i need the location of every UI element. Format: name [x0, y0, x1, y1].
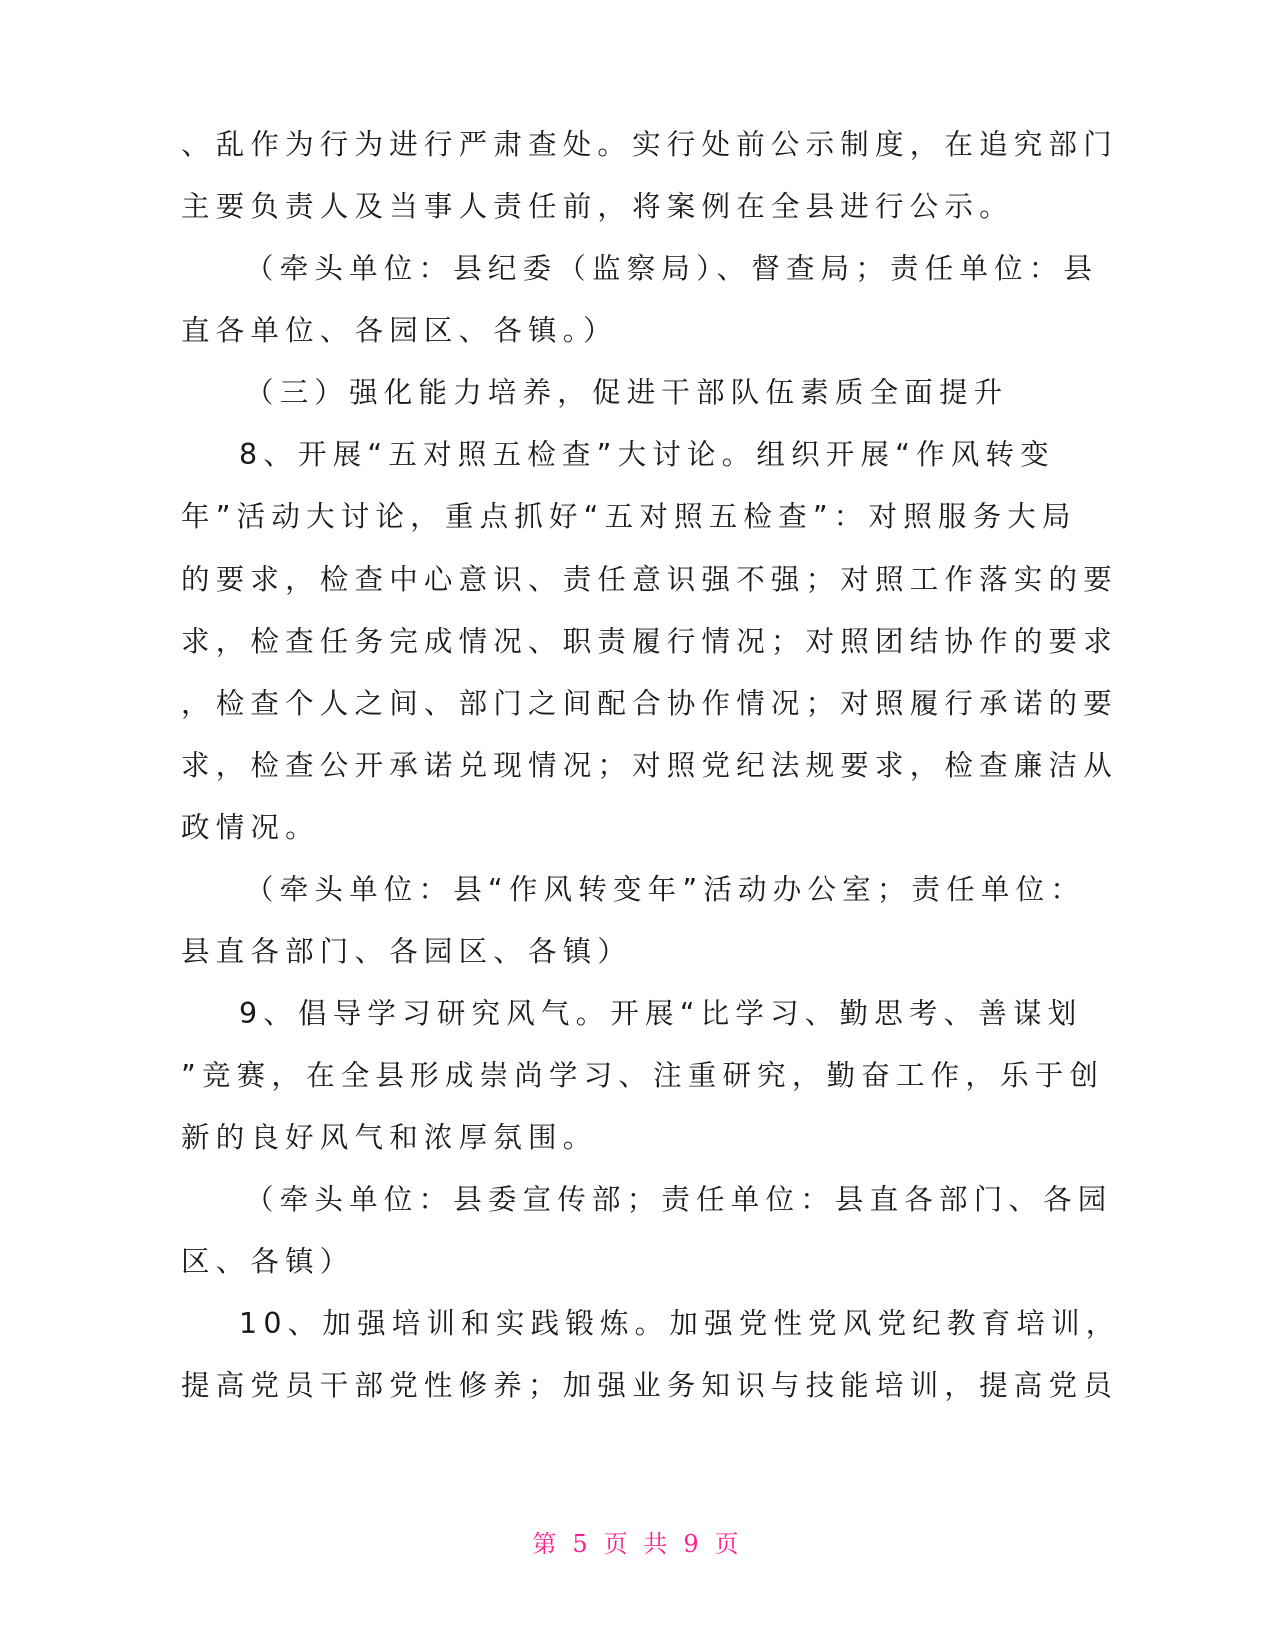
paragraph-line: （牵头单位：县“作风转变年”活动办公室；责任单位： [245, 873, 1086, 906]
paragraph-line: （牵头单位：县纪委（监察局）、督查局；责任单位：县 [245, 252, 1099, 285]
paragraph-line: 年”活动大讨论，重点抓好“五对照五检查”：对照服务大局 [181, 500, 1077, 533]
footer-total-pages: 9 [683, 1530, 703, 1558]
paragraph-line: 新的良好风气和浓厚氛围。 [181, 1121, 598, 1154]
paragraph-line: 、乱作为行为进行严肃查处。实行处前公示制度，在追究部门 [181, 128, 1118, 161]
paragraph-line: 区、各镇） [181, 1245, 355, 1278]
paragraph-line: 主要负责人及当事人责任前，将案例在全县进行公示。 [181, 190, 1014, 223]
paragraph-line: 9、倡导学习研究风气。开展“比学习、勤思考、善谋划 [239, 997, 1083, 1030]
page-footer [0, 1524, 1275, 1559]
paragraph-line: 求，检查公开承诺兑现情况；对照党纪法规要求，检查廉洁从 [181, 749, 1118, 782]
paragraph-line: ”竞赛，在全县形成崇尚学习、注重研究，勤奋工作，乐于创 [181, 1059, 1105, 1092]
paragraph-line: 8、开展“五对照五检查”大讨论。组织开展“作风转变 [239, 438, 1055, 471]
paragraph-line: （三）强化能力培养，促进干部队伍素质全面提升 [245, 376, 1009, 409]
footer-suffix: 页 [714, 1530, 743, 1558]
paragraph-line: ，检查个人之间、部门之间配合协作情况；对照履行承诺的要 [181, 687, 1118, 720]
paragraph-line: 10、加强培训和实践锻炼。加强党性党风党纪教育培训， [239, 1307, 1121, 1340]
footer-prefix: 第 [532, 1530, 561, 1558]
footer-current-page: 5 [572, 1530, 592, 1558]
paragraph-line: （牵头单位：县委宣传部；责任单位：县直各部门、各园 [245, 1183, 1113, 1216]
paragraph-line: 求，检查任务完成情况、职责履行情况；对照团结协作的要求 [181, 625, 1118, 658]
footer-middle: 页 共 [603, 1530, 672, 1558]
paragraph-line: 直各单位、各园区、各镇。） [181, 314, 618, 347]
paragraph-line: 政情况。 [181, 811, 320, 844]
paragraph-line: 县直各部门、各园区、各镇） [181, 935, 633, 968]
paragraph-line: 的要求，检查中心意识、责任意识强不强；对照工作落实的要 [181, 563, 1118, 596]
paragraph-line: 提高党员干部党性修养；加强业务知识与技能培训，提高党员 [181, 1369, 1118, 1402]
